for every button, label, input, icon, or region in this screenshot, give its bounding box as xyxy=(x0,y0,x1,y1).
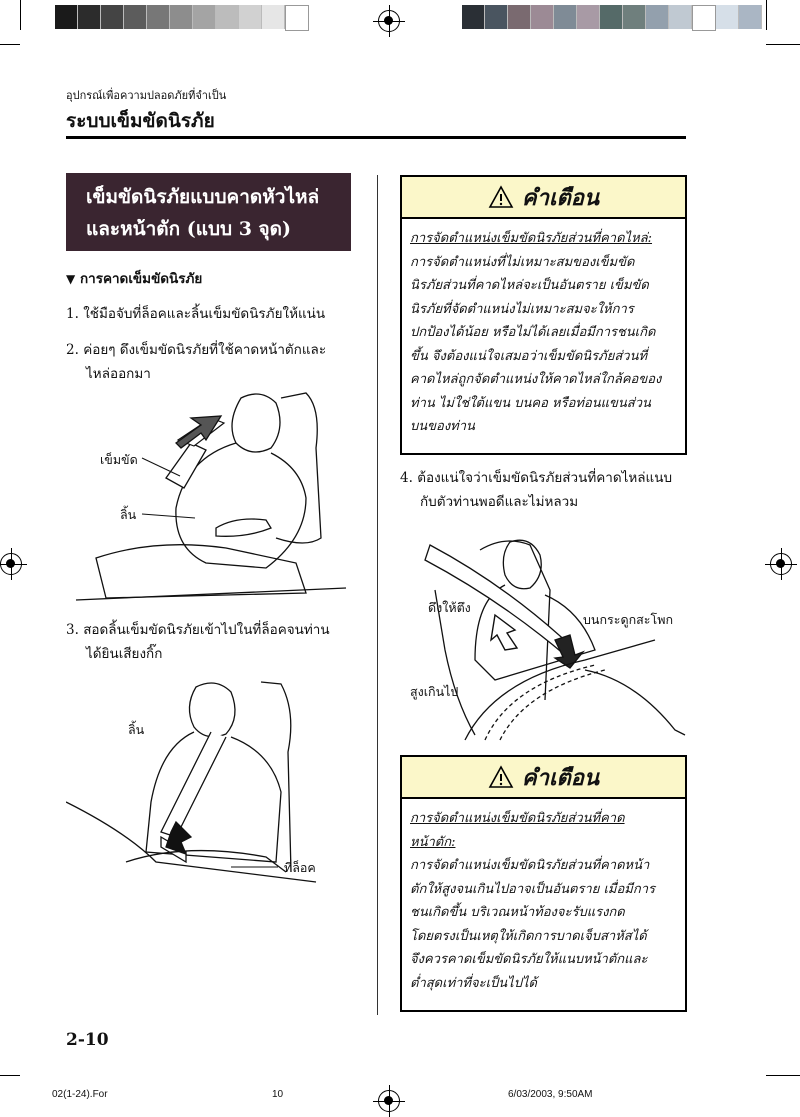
warning-line: จึงควรคาดเข็มขัดนิรภัยให้แนบหน้าตักและ xyxy=(410,952,648,967)
footer-file: 02(1-24).For xyxy=(52,1089,108,1100)
column-divider xyxy=(377,175,378,1015)
subheading xyxy=(66,267,202,291)
step-number: 1. xyxy=(66,306,79,322)
footer-timestamp: 6/03/2003, 9:50AM xyxy=(508,1089,593,1100)
crop-mark xyxy=(766,0,767,30)
registration-mark-icon xyxy=(770,553,792,575)
step-text: สอดลิ้นเข็มขัดนิรภัยเข้าไปในที่ล็อคจนท่าน xyxy=(83,622,330,638)
warning-header xyxy=(402,177,685,219)
warning-triangle-icon xyxy=(488,765,514,789)
warning-title: คำเตือน xyxy=(521,184,600,211)
arrow-icon xyxy=(555,635,583,668)
label-tongue: ลิ้น xyxy=(120,507,137,522)
crop-mark xyxy=(0,44,20,45)
registration-mark-icon xyxy=(378,1090,400,1112)
warning-box-lap xyxy=(400,755,687,1012)
warning-line: ต่ำสุดเท่าที่จะเป็นไปได้ xyxy=(410,975,537,991)
warning-line: ขึ้น จึงต้องแน่ใจเสมอว่าเข็มขัดนิรภัยส่วนที่ xyxy=(410,348,648,364)
step-text: ต้องแน่ใจว่าเข็มขัดนิรภัยส่วนที่คาดไหล่แนบ xyxy=(417,470,673,486)
crop-mark xyxy=(0,1075,20,1076)
header-rule xyxy=(66,136,686,139)
warning-line: ตักให้สูงจนเกินไปอาจเป็นอันตราย เมื่อมีการ xyxy=(410,881,656,897)
warning-lead: การจัดตำแหน่งเข็มขัดนิรภัยส่วนที่คาด xyxy=(410,811,625,826)
section-title-line1: เข็มขัดนิรภัยแบบคาดหัวไหล่ xyxy=(86,186,320,208)
page-number: 2-10 xyxy=(66,1030,109,1050)
step-4 xyxy=(400,466,672,514)
warning-lead: หน้าตัก: xyxy=(410,834,456,850)
warning-body xyxy=(402,799,685,1003)
step-number: 3. xyxy=(66,622,79,638)
warning-line: การจัดตำแหน่งที่ไม่เหมาะสมของเข็มขัด xyxy=(410,254,635,270)
step-number: 2. xyxy=(66,342,79,358)
warning-line: ท่าน ไม่ใช่ใต้แขน บนคอ หรือท่อนแขนส่วน xyxy=(410,395,651,411)
step-2 xyxy=(66,338,326,386)
warning-line: นิรภัยที่จัดตำแหน่งไม่เหมาะสมจะให้การ xyxy=(410,301,634,317)
section-title-box xyxy=(66,173,351,251)
header-category: อุปกรณ์เพื่อความปลอดภัยที่จำเป็น xyxy=(66,89,227,102)
crop-mark xyxy=(20,0,21,30)
warning-line: โดยตรงเป็นเหตุให้เกิดการบาดเจ็บสาหัสได้ xyxy=(410,928,647,944)
warning-body xyxy=(402,219,685,447)
step-text: ค่อยๆ ดึงเข็มขัดนิรภัยที่ใช้คาดหน้าตักและ xyxy=(83,342,327,358)
subheading-text: การคาดเข็มขัดนิรภัย xyxy=(79,271,203,287)
step-text: กับตัวท่านพอดีและไม่หลวม xyxy=(420,494,579,510)
warning-line: ชนเกิดขึ้น บริเวณหน้าท้องจะรับแรงกด xyxy=(410,905,625,920)
label-pull-tight: ดึงให้ตึง xyxy=(428,600,471,615)
warning-line: การจัดตำแหน่งเข็มขัดนิรภัยส่วนที่คาดหน้า xyxy=(410,858,650,873)
section-title-line2: และหน้าตัก (แบบ 3 จุด) xyxy=(86,218,292,240)
label-too-high: สูงเกินไป xyxy=(410,684,459,699)
page-title: ระบบเข็มขัดนิรภัย xyxy=(66,110,215,132)
registration-mark-icon xyxy=(0,553,22,575)
label-on-hip: บนกระดูกสะโพก xyxy=(583,612,674,627)
warning-box-shoulder xyxy=(400,175,687,455)
arrow-icon xyxy=(491,615,517,650)
color-bar-left xyxy=(55,5,309,29)
step-number: 4. xyxy=(400,470,413,486)
registration-mark-icon xyxy=(378,10,400,32)
label-tongue-2: ลิ้น xyxy=(128,722,145,737)
warning-lead: การจัดตำแหน่งเข็มขัดนิรภัยส่วนที่คาดไหล่: xyxy=(410,231,653,246)
warning-line: ปกป้องได้น้อย หรือไม่ได้เลยเมื่อมีการชนเกิด xyxy=(410,325,656,340)
warning-header xyxy=(402,757,685,799)
warning-line: บนของท่าน xyxy=(410,419,475,434)
figure-belt-position xyxy=(405,530,690,745)
label-buckle: ที่ล็อค xyxy=(284,860,316,875)
figure-pull-belt xyxy=(66,388,356,603)
down-triangle-icon: ▼ xyxy=(66,272,76,286)
crop-mark xyxy=(766,44,800,45)
step-text: ได้ยินเสียงกิ๊ก xyxy=(86,646,163,662)
label-belt: เข็มขัด xyxy=(100,452,138,467)
color-bar-right xyxy=(462,5,762,29)
step-text: ใช้มือจับที่ล็อคและลิ้นเข็มขัดนิรภัยให้แน่น xyxy=(83,306,326,322)
crop-mark xyxy=(766,1075,800,1076)
step-3 xyxy=(66,618,330,666)
step-text: ไหล่ออกมา xyxy=(86,366,151,382)
leader-lines xyxy=(140,456,200,526)
footer-page: 10 xyxy=(272,1089,284,1100)
warning-line: นิรภัยส่วนที่คาดไหล่จะเป็นอันตราย เข็มขัด xyxy=(410,278,649,293)
warning-line: คาดไหล่ถูกจัดตำแหน่งให้คาดไหล่ใกล้คอของ xyxy=(410,372,662,387)
step-1 xyxy=(66,302,325,326)
warning-title: คำเตือน xyxy=(521,764,600,791)
warning-triangle-icon xyxy=(488,185,514,209)
